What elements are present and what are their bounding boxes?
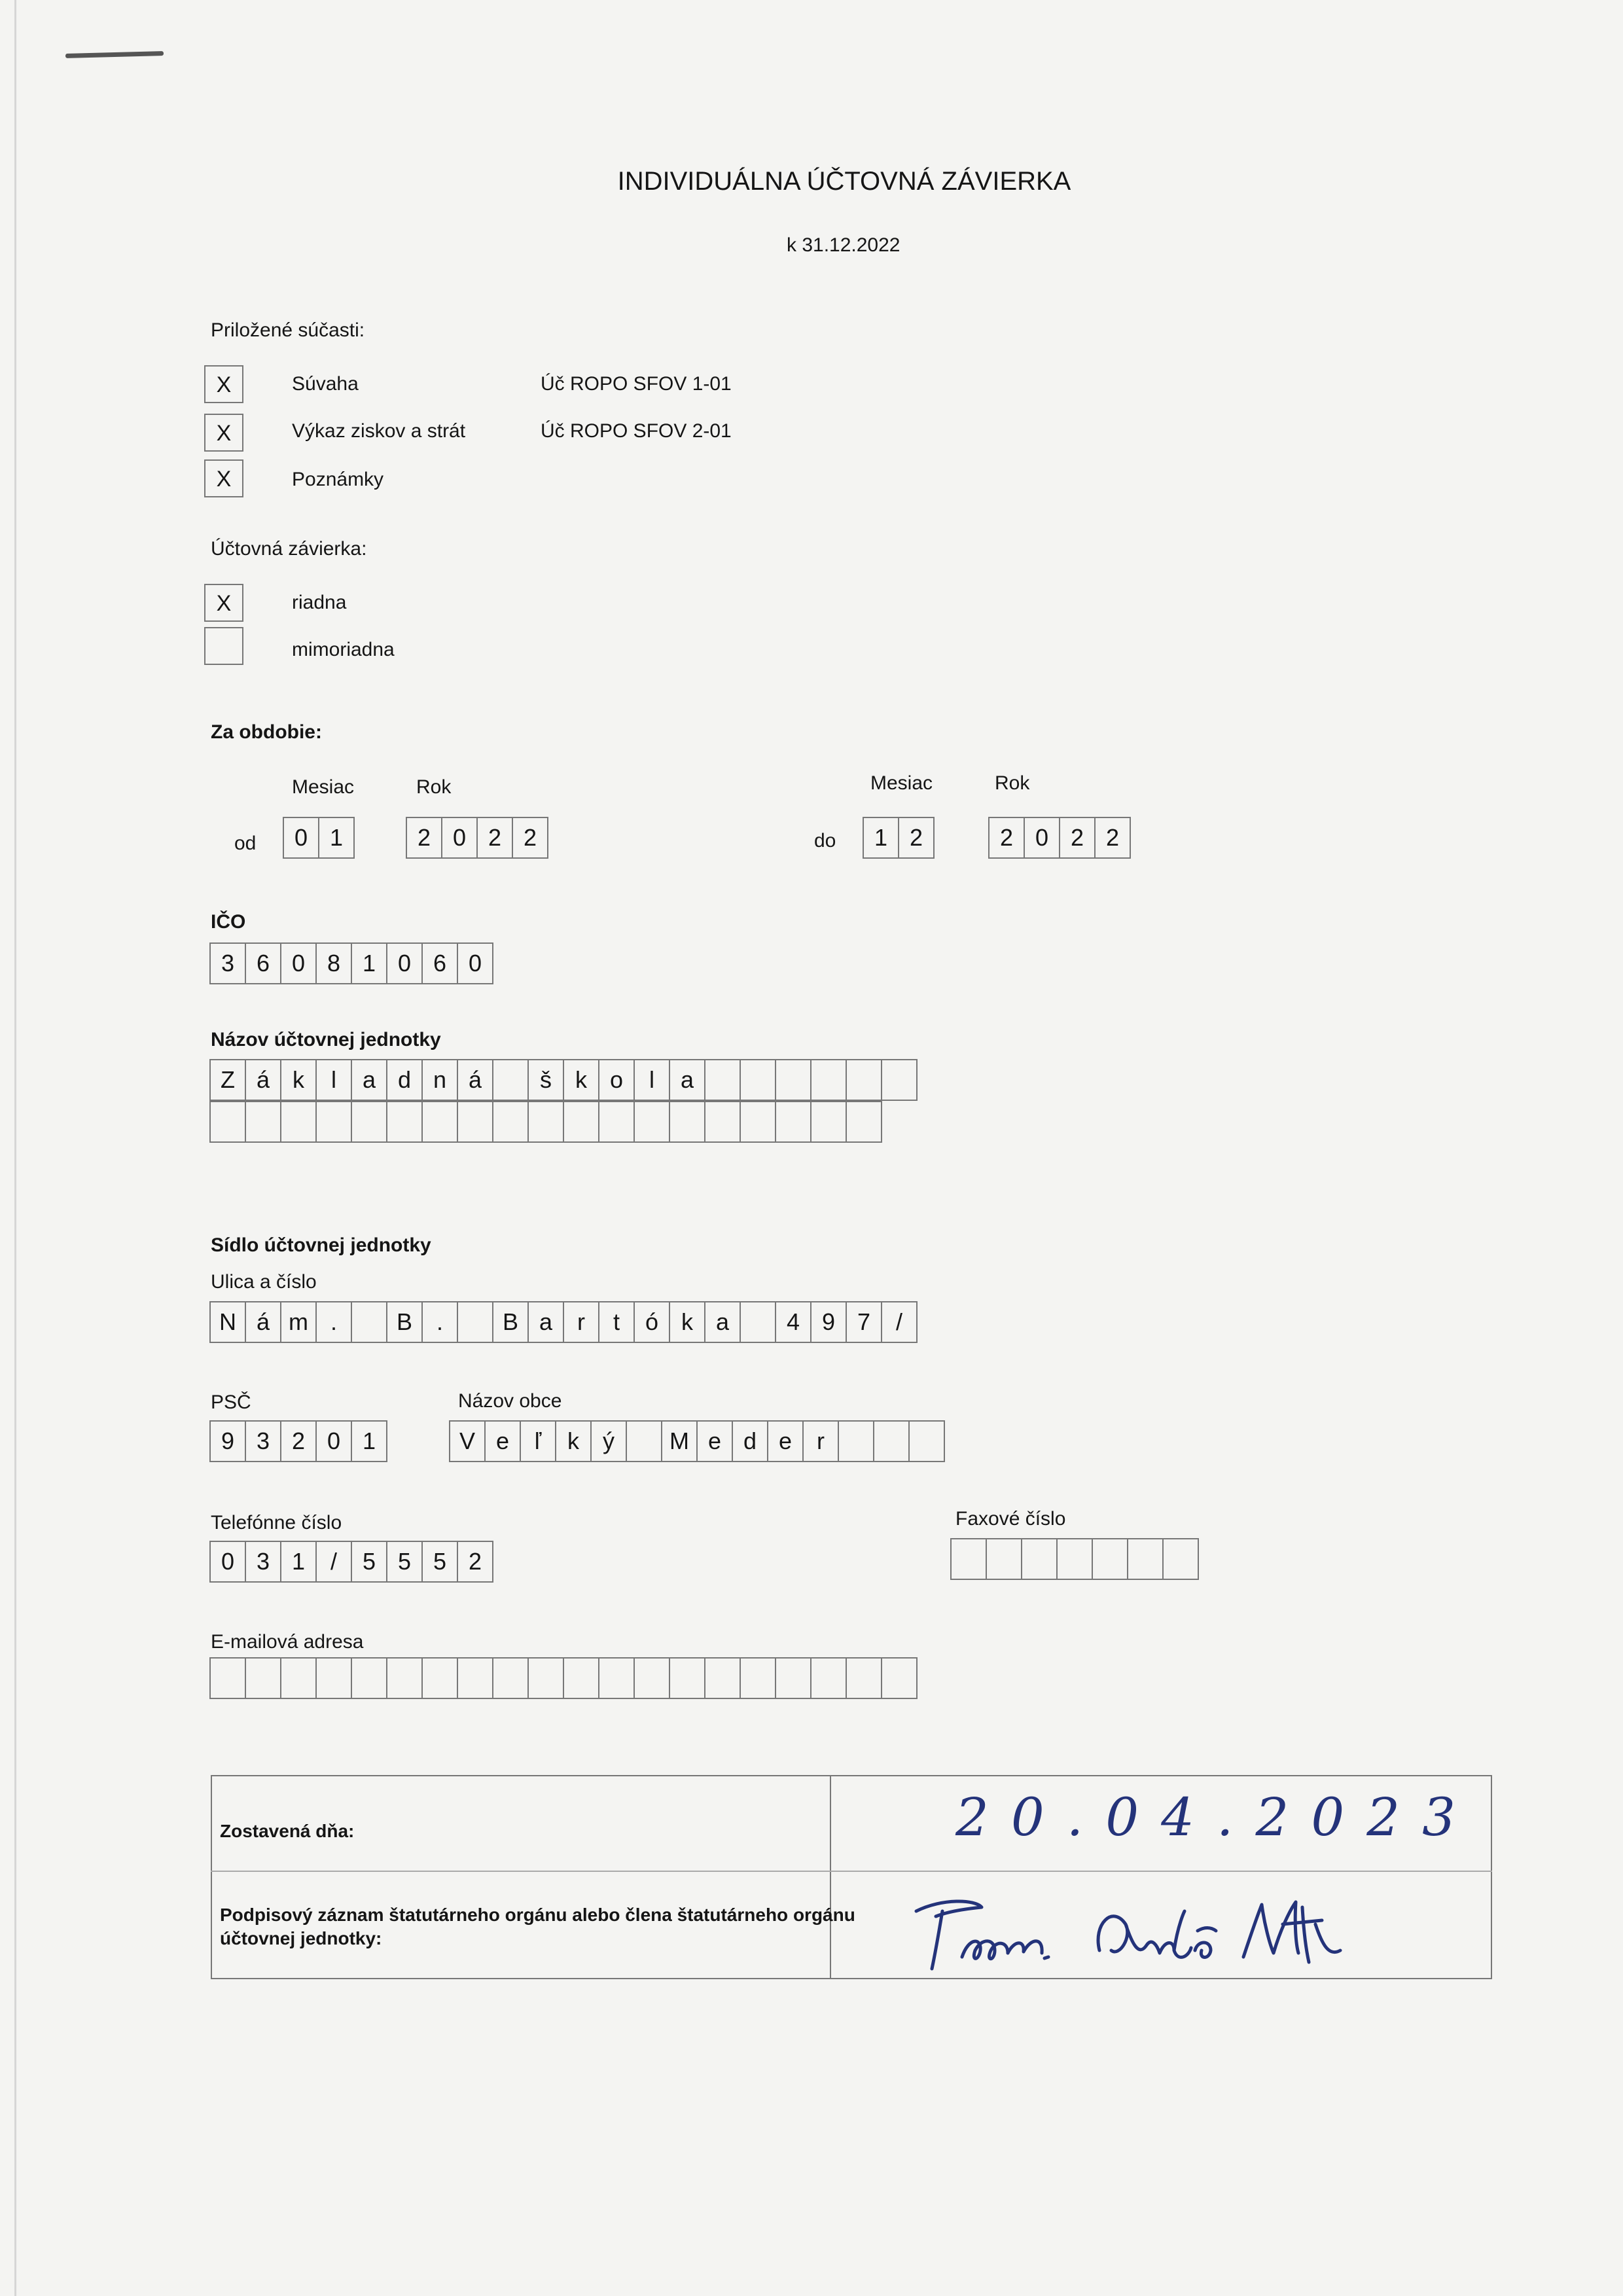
char-cell: d xyxy=(386,1059,423,1101)
char-cell: 5 xyxy=(421,1541,458,1583)
fax-label: Faxové číslo xyxy=(955,1508,1066,1530)
char-cell xyxy=(280,1657,317,1699)
char-cell: B xyxy=(386,1301,423,1343)
char-cell: 2 xyxy=(898,817,935,859)
checkbox-suvaha[interactable]: X xyxy=(204,365,243,403)
char-cell: a xyxy=(669,1059,705,1101)
char-cell xyxy=(421,1657,458,1699)
char-cell xyxy=(209,1101,246,1143)
char-cell: 0 xyxy=(386,942,423,984)
label-riadna: riadna xyxy=(292,592,347,613)
ico-label: IČO xyxy=(211,911,246,933)
char-cell xyxy=(669,1101,705,1143)
entity-name-field-line2[interactable] xyxy=(209,1101,881,1143)
code-vykaz: Úč ROPO SFOV 2-01 xyxy=(541,420,732,442)
from-year-field[interactable] xyxy=(406,817,547,859)
seat-heading: Sídlo účtovnej jednotky xyxy=(211,1234,431,1256)
char-cell xyxy=(740,1301,776,1343)
char-cell: 0 xyxy=(280,942,317,984)
char-cell: 9 xyxy=(209,1420,246,1462)
char-cell xyxy=(908,1420,945,1462)
to-month-field[interactable] xyxy=(863,817,933,859)
char-cell: 5 xyxy=(386,1541,423,1583)
char-cell: / xyxy=(315,1541,352,1583)
char-cell xyxy=(527,1657,564,1699)
char-cell xyxy=(386,1657,423,1699)
char-cell xyxy=(846,1101,882,1143)
char-cell: 1 xyxy=(280,1541,317,1583)
char-cell xyxy=(810,1657,847,1699)
char-cell: . xyxy=(421,1301,458,1343)
char-cell xyxy=(775,1059,812,1101)
email-field[interactable] xyxy=(209,1657,916,1699)
char-cell: 5 xyxy=(351,1541,387,1583)
checkbox-poznamky[interactable]: X xyxy=(204,459,243,497)
char-cell: 1 xyxy=(863,817,899,859)
char-cell: 0 xyxy=(283,817,319,859)
char-cell: 4 xyxy=(775,1301,812,1343)
char-cell: 2 xyxy=(1094,817,1131,859)
char-cell: l xyxy=(633,1059,670,1101)
char-cell xyxy=(810,1101,847,1143)
char-cell: 0 xyxy=(457,942,493,984)
char-cell: k xyxy=(555,1420,592,1462)
char-cell: 1 xyxy=(318,817,355,859)
char-cell xyxy=(457,1101,493,1143)
from-month-label: Mesiac xyxy=(292,776,355,798)
page-edge xyxy=(14,0,16,2296)
document-title: INDIVIDUÁLNA ÚČTOVNÁ ZÁVIERKA xyxy=(617,167,1071,196)
char-cell: 3 xyxy=(245,1541,281,1583)
char-cell xyxy=(838,1420,874,1462)
char-cell: 1 xyxy=(351,942,387,984)
char-cell: š xyxy=(527,1059,564,1101)
from-label: od xyxy=(234,833,257,854)
char-cell xyxy=(1092,1538,1128,1580)
char-cell: l xyxy=(315,1059,352,1101)
char-cell: ľ xyxy=(520,1420,556,1462)
street-label: Ulica a číslo xyxy=(211,1271,317,1293)
char-cell: ó xyxy=(633,1301,670,1343)
char-cell: 9 xyxy=(810,1301,847,1343)
char-cell xyxy=(492,1657,529,1699)
char-cell xyxy=(669,1657,705,1699)
char-cell: Z xyxy=(209,1059,246,1101)
checkbox-vykaz[interactable]: X xyxy=(204,414,243,452)
to-label: do xyxy=(814,830,836,852)
char-cell xyxy=(704,1059,741,1101)
city-field[interactable] xyxy=(449,1420,944,1462)
char-cell xyxy=(704,1657,741,1699)
char-cell xyxy=(209,1657,246,1699)
char-cell: 6 xyxy=(421,942,458,984)
char-cell xyxy=(421,1101,458,1143)
char-cell xyxy=(492,1059,529,1101)
psc-label: PSČ xyxy=(211,1391,251,1413)
char-cell xyxy=(563,1657,599,1699)
as-of-date: k 31.12.2022 xyxy=(787,234,901,256)
compiled-label: Zostavená dňa: xyxy=(220,1821,355,1841)
char-cell xyxy=(950,1538,987,1580)
char-cell xyxy=(598,1101,635,1143)
city-label: Názov obce xyxy=(458,1390,562,1412)
char-cell: N xyxy=(209,1301,246,1343)
char-cell: 2 xyxy=(512,817,548,859)
char-cell: 2 xyxy=(457,1541,493,1583)
char-cell: o xyxy=(598,1059,635,1101)
char-cell xyxy=(280,1101,317,1143)
char-cell xyxy=(245,1101,281,1143)
label-vykaz: Výkaz ziskov a strát xyxy=(292,420,466,442)
char-cell xyxy=(846,1657,882,1699)
char-cell: t xyxy=(598,1301,635,1343)
from-year-label: Rok xyxy=(416,776,452,798)
phone-label: Telefónne číslo xyxy=(211,1512,342,1534)
char-cell: 2 xyxy=(476,817,513,859)
to-year-label: Rok xyxy=(995,772,1030,794)
char-cell: á xyxy=(457,1059,493,1101)
char-cell: 3 xyxy=(245,1420,281,1462)
from-month-field[interactable] xyxy=(283,817,353,859)
pen-mark xyxy=(65,51,164,58)
to-year-field[interactable] xyxy=(988,817,1130,859)
char-cell: á xyxy=(245,1059,281,1101)
char-cell: 3 xyxy=(209,942,246,984)
char-cell xyxy=(740,1101,776,1143)
char-cell: n xyxy=(421,1059,458,1101)
signature-block-divider xyxy=(830,1775,831,1979)
char-cell xyxy=(492,1101,529,1143)
char-cell xyxy=(457,1657,493,1699)
char-cell: a xyxy=(704,1301,741,1343)
attachments-heading: Priložené súčasti: xyxy=(211,319,365,341)
char-cell xyxy=(1021,1538,1058,1580)
compiled-date-value[interactable]: 20.04.2023 xyxy=(955,1787,1478,1848)
char-cell xyxy=(633,1101,670,1143)
char-cell xyxy=(351,1657,387,1699)
char-cell: V xyxy=(449,1420,486,1462)
char-cell xyxy=(775,1101,812,1143)
char-cell xyxy=(1056,1538,1093,1580)
char-cell xyxy=(633,1657,670,1699)
char-cell xyxy=(775,1657,812,1699)
char-cell: / xyxy=(881,1301,918,1343)
char-cell xyxy=(386,1101,423,1143)
ico-field[interactable] xyxy=(209,942,492,984)
code-suvaha: Úč ROPO SFOV 1-01 xyxy=(541,373,732,395)
email-label: E-mailová adresa xyxy=(211,1631,364,1653)
char-cell xyxy=(351,1301,387,1343)
char-cell: e xyxy=(696,1420,733,1462)
fax-field[interactable] xyxy=(950,1538,1198,1580)
to-month-label: Mesiac xyxy=(870,772,933,794)
char-cell xyxy=(1162,1538,1199,1580)
char-cell: e xyxy=(767,1420,804,1462)
char-cell xyxy=(457,1301,493,1343)
char-cell: 6 xyxy=(245,942,281,984)
checkbox-riadna[interactable]: X xyxy=(204,584,243,622)
period-heading: Za obdobie: xyxy=(211,721,322,743)
signature-block-row-divider xyxy=(211,1871,1492,1872)
char-cell xyxy=(881,1059,918,1101)
char-cell: r xyxy=(802,1420,839,1462)
char-cell xyxy=(527,1101,564,1143)
checkbox-mimoriadna[interactable] xyxy=(204,627,243,665)
psc-field[interactable] xyxy=(209,1420,386,1462)
char-cell: 2 xyxy=(280,1420,317,1462)
char-cell xyxy=(846,1059,882,1101)
char-cell: d xyxy=(732,1420,768,1462)
char-cell: 2 xyxy=(406,817,442,859)
char-cell: 0 xyxy=(1024,817,1060,859)
entity-name-field[interactable] xyxy=(209,1059,916,1101)
char-cell: B xyxy=(492,1301,529,1343)
char-cell: k xyxy=(280,1059,317,1101)
label-suvaha: Súvaha xyxy=(292,373,359,395)
char-cell: 2 xyxy=(1059,817,1096,859)
char-cell xyxy=(315,1657,352,1699)
char-cell xyxy=(351,1101,387,1143)
label-mimoriadna: mimoriadna xyxy=(292,639,395,660)
char-cell: 7 xyxy=(846,1301,882,1343)
char-cell: ý xyxy=(590,1420,627,1462)
char-cell: a xyxy=(351,1059,387,1101)
char-cell: r xyxy=(563,1301,599,1343)
entity-name-label: Názov účtovnej jednotky xyxy=(211,1029,441,1050)
char-cell xyxy=(740,1657,776,1699)
char-cell xyxy=(598,1657,635,1699)
char-cell: 1 xyxy=(351,1420,387,1462)
char-cell: e xyxy=(484,1420,521,1462)
char-cell: á xyxy=(245,1301,281,1343)
street-field[interactable] xyxy=(209,1301,916,1343)
signature-label-line2: účtovnej jednotky: xyxy=(220,1928,382,1948)
char-cell xyxy=(810,1059,847,1101)
char-cell: k xyxy=(563,1059,599,1101)
char-cell: 0 xyxy=(441,817,478,859)
char-cell xyxy=(626,1420,662,1462)
phone-field[interactable] xyxy=(209,1541,492,1583)
char-cell xyxy=(740,1059,776,1101)
char-cell: a xyxy=(527,1301,564,1343)
char-cell xyxy=(704,1101,741,1143)
char-cell: 0 xyxy=(315,1420,352,1462)
char-cell xyxy=(563,1101,599,1143)
statement-type-heading: Účtovná závierka: xyxy=(211,538,367,560)
char-cell: M xyxy=(661,1420,698,1462)
char-cell xyxy=(245,1657,281,1699)
char-cell: . xyxy=(315,1301,352,1343)
char-cell xyxy=(881,1657,918,1699)
char-cell xyxy=(315,1101,352,1143)
char-cell xyxy=(873,1420,910,1462)
char-cell: 0 xyxy=(209,1541,246,1583)
handwritten-signature xyxy=(903,1885,1361,1977)
label-poznamky: Poznámky xyxy=(292,469,384,490)
char-cell: 8 xyxy=(315,942,352,984)
char-cell xyxy=(1127,1538,1164,1580)
char-cell xyxy=(986,1538,1022,1580)
char-cell: 2 xyxy=(988,817,1025,859)
char-cell: m xyxy=(280,1301,317,1343)
signature-label-line1: Podpisový záznam štatutárneho orgánu alebo člena štatutárneho orgánu xyxy=(220,1905,855,1925)
char-cell: k xyxy=(669,1301,705,1343)
